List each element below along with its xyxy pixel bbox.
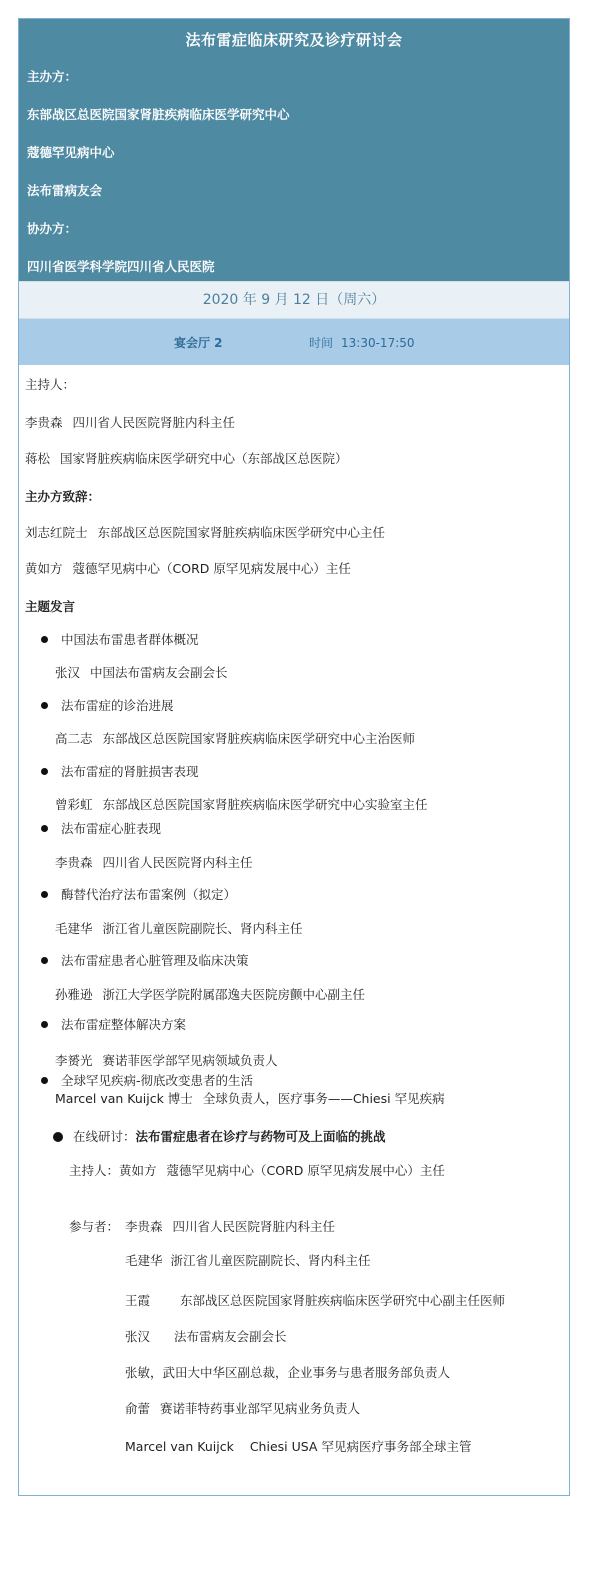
talk-speaker: 毛建华 浙江省儿童医院副院长、肾内科主任 xyxy=(55,921,303,936)
date-band: 2020 年 9 月 12 日（周六） xyxy=(19,281,569,319)
talk-topic: 法布雷症整体解决方案 xyxy=(61,1017,187,1032)
talk-speaker: 高二志 东部战区总医院国家肾脏疾病临床医学研究中心主治医师 xyxy=(55,731,416,746)
talk-speaker: 曾彩虹 东部战区总医院国家肾脏疾病临床医学研究中心实验室主任 xyxy=(55,797,428,812)
opening-title: 东部战区总医院国家肾脏疾病临床医学研究中心主任 xyxy=(97,525,386,540)
opening-name: 刘志红院士 xyxy=(25,525,88,540)
participant-row: Marcel van Kuijck Chiesi USA 罕见病医疗事务部全球主管 xyxy=(125,1439,472,1454)
bullet-icon xyxy=(41,1077,48,1084)
moderator-title: 国家肾脏疾病临床医学研究中心（东部战区总医院） xyxy=(60,451,348,466)
opening-label: 主办方致辞： xyxy=(25,489,101,504)
cohost: 四川省医学科学院四川省人民医院 xyxy=(27,259,215,274)
hall-name: 宴会厅 2 xyxy=(174,336,223,350)
agenda-header xyxy=(19,19,569,281)
talk-speaker: Marcel van Kuijck 博士 全球负责人，医疗事务——Chiesi 罕见疾病 xyxy=(55,1091,445,1106)
online-heading: 在线研讨：法布雷症患者在诊疗与药物可及上面临的挑战 xyxy=(73,1129,386,1144)
agenda-card xyxy=(18,18,570,1496)
talk-topic: 中国法布雷患者群体概况 xyxy=(61,632,199,647)
participant-row: 俞蕾 赛诺菲特药事业部罕见病业务负责人 xyxy=(125,1401,361,1416)
talks-label: 主题发言 xyxy=(25,599,76,614)
cohost-label: 协办方： xyxy=(27,221,78,236)
talk-speaker: 李赟光 赛诺菲医学部罕见病领域负责人 xyxy=(55,1053,278,1068)
participant-row: 李贵森 四川省人民医院肾脏内科主任 xyxy=(125,1219,336,1234)
moderator-row xyxy=(25,449,348,467)
talk-topic: 酶替代治疗法布雷案例（拟定） xyxy=(61,887,237,902)
bullet-icon xyxy=(53,1132,63,1142)
moderator-row xyxy=(25,413,235,431)
opening-row xyxy=(25,559,351,577)
moderator-name: 蒋松 xyxy=(25,451,51,466)
host-label: 主办方： xyxy=(27,69,78,84)
participants-label: 参与者： xyxy=(69,1219,120,1234)
bullet-icon xyxy=(41,636,48,643)
session-time xyxy=(309,334,415,351)
host-1: 东部战区总医院国家肾脏疾病临床医学研究中心 xyxy=(27,107,290,122)
bullet-icon xyxy=(41,957,48,964)
talk-speaker: 孙雅逊 浙江大学医学院附属邵逸夫医院房颤中心副主任 xyxy=(55,987,366,1002)
opening-name: 黄如方 xyxy=(25,561,63,576)
online-moderator: 主持人：黄如方 蔻德罕见病中心（CORD 原罕见病发展中心）主任 xyxy=(69,1163,445,1178)
moderator-title: 四川省人民医院肾脏内科主任 xyxy=(72,415,236,430)
bullet-icon xyxy=(41,891,48,898)
talk-speaker: 张汉 中国法布雷病友会副会长 xyxy=(55,665,228,680)
participant-row: 王霞 东部战区总医院国家肾脏疾病临床医学研究中心副主任医师 xyxy=(125,1293,506,1308)
time-value: 13:30-17:50 xyxy=(341,336,415,350)
talk-topic: 法布雷症的诊治进展 xyxy=(61,698,174,713)
time-label: 时间 xyxy=(309,336,334,350)
moderators-label: 主持人： xyxy=(25,377,76,392)
bullet-icon xyxy=(41,768,48,775)
bullet-icon xyxy=(41,1021,48,1028)
participant-row: 张敏，武田大中华区副总裁，企业事务与患者服务部负责人 xyxy=(125,1365,451,1380)
talk-speaker: 李贵森 四川省人民医院肾内科主任 xyxy=(55,855,253,870)
host-3: 法布雷病友会 xyxy=(27,183,103,198)
participant-row: 张汉 法布雷病友会副会长 xyxy=(125,1329,287,1344)
opening-row xyxy=(25,523,385,541)
moderator-name: 李贵森 xyxy=(25,415,63,430)
bullet-icon xyxy=(41,825,48,832)
bullet-icon xyxy=(41,702,48,709)
host-2: 蔻德罕见病中心 xyxy=(27,145,115,160)
event-title: 法布雷症临床研究及诊疗研讨会 xyxy=(185,31,403,49)
talk-topic: 全球罕见疾病-彻底改变患者的生活 xyxy=(61,1073,254,1088)
participant-row: 毛建华 浙江省儿童医院副院长、肾内科主任 xyxy=(125,1253,371,1268)
opening-title: 蔻德罕见病中心（CORD 原罕见病发展中心）主任 xyxy=(72,561,351,576)
hall-band xyxy=(19,319,569,365)
talk-topic: 法布雷症的肾脏损害表现 xyxy=(61,764,199,779)
talk-topic: 法布雷症患者心脏管理及临床决策 xyxy=(61,953,249,968)
talk-topic: 法布雷症心脏表现 xyxy=(61,821,162,836)
